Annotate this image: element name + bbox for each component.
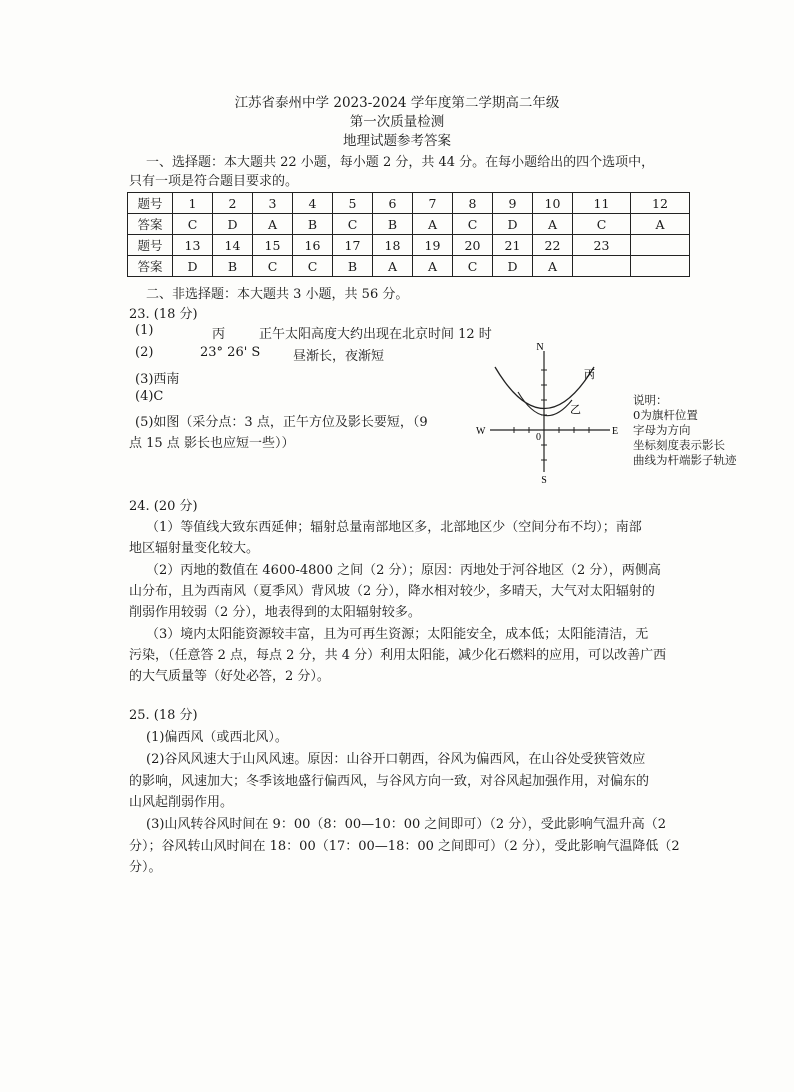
curve-yi bbox=[518, 392, 572, 416]
curve-yi-label: 乙 bbox=[570, 403, 581, 416]
south-label: S bbox=[541, 475, 547, 486]
q23-a4: (4)C bbox=[135, 389, 164, 404]
west-label: W bbox=[476, 426, 486, 437]
row-label-number: 题号 bbox=[128, 235, 173, 256]
legend-line: 字母为方向 bbox=[633, 423, 691, 437]
legend-line: 曲线为杆端影子轨迹 bbox=[633, 453, 737, 467]
origin-label: 0 bbox=[536, 432, 541, 443]
table-cell: D bbox=[173, 256, 213, 277]
table-cell bbox=[631, 256, 690, 277]
table-cell: C bbox=[453, 256, 493, 277]
q23-a2-text: 昼渐长，夜渐短 bbox=[293, 349, 385, 364]
q24-p1-line2: 地区辐射量变化较大。 bbox=[129, 541, 260, 556]
table-row bbox=[128, 256, 690, 277]
table-cell: 4 bbox=[293, 193, 333, 214]
table-row bbox=[128, 214, 690, 235]
table-cell: B bbox=[333, 256, 373, 277]
q24-p2-line3: 削弱作用较弱（2 分），地表得到的太阳辐射较多。 bbox=[129, 605, 421, 620]
q24-p3-line1: （3）境内太阳能资源较丰富，且为可再生资源；太阳能安全，成本低；太阳能清洁，无 bbox=[146, 627, 649, 642]
table-cell: A bbox=[631, 214, 690, 235]
table-cell: C bbox=[453, 214, 493, 235]
q25-a2-line2: 的影响，风速加大；冬季该地盛行偏西风，与谷风方向一致，对谷风起加强作用，对偏东的 bbox=[129, 774, 650, 789]
q25-title: 25. (18 分) bbox=[129, 708, 198, 723]
q23-title: 23. (18 分) bbox=[129, 307, 198, 322]
table-cell: A bbox=[413, 214, 453, 235]
curve-bing-label: 丙 bbox=[584, 368, 595, 381]
east-label: E bbox=[612, 426, 619, 437]
exam-name-title: 第一次质量检测 bbox=[349, 114, 445, 130]
table-cell: 2 bbox=[213, 193, 253, 214]
table-row bbox=[128, 235, 690, 256]
legend-line: 0为旗杆位置 bbox=[633, 408, 698, 422]
table-cell: 23 bbox=[573, 235, 631, 256]
table-cell: C bbox=[293, 256, 333, 277]
legend-line: 说明： bbox=[633, 393, 668, 407]
table-cell: B bbox=[293, 214, 333, 235]
table-cell: 9 bbox=[493, 193, 533, 214]
q23-a1-num: (1) bbox=[135, 323, 154, 338]
q23-a1-answer: 丙 bbox=[212, 327, 226, 342]
q25-a3-line3: 分）。 bbox=[129, 860, 162, 875]
table-cell bbox=[631, 235, 690, 256]
q24-title: 24. (20 分) bbox=[129, 499, 198, 514]
q23-a3: (3)西南 bbox=[135, 372, 180, 387]
table-cell: 18 bbox=[373, 235, 413, 256]
table-cell: 22 bbox=[533, 235, 573, 256]
table-cell: A bbox=[373, 256, 413, 277]
table-cell: C bbox=[173, 214, 213, 235]
exam-school-title: 江苏省泰州中学 2023-2024 学年度第二学期高二年级 bbox=[234, 95, 560, 111]
q25-a3-line2: 分）；谷风转山风时间在 18：00（17：00—18：00 之间即可）（2 分），受此影响气温降低（2 bbox=[129, 839, 680, 854]
q23-a5-line1: (5)如图（采分点：3 点，正午方位及影长要短，（9 bbox=[135, 415, 428, 430]
table-cell: 15 bbox=[253, 235, 293, 256]
q24-p3-line2: 污染，（任意答 2 点，每点 2 分，共 4 分）利用太阳能，减少化石燃料的应用，可以改善广西 bbox=[129, 648, 667, 663]
diagram-legend bbox=[633, 393, 737, 468]
q24-p2-line2: 山分布，且为西南风（夏季风）背风坡（2 分），降水相对较少，多晴天，大气对太阳辐射的 bbox=[129, 584, 655, 599]
q25-a2-line3: 山风起削弱作用。 bbox=[129, 795, 234, 810]
table-cell: 19 bbox=[413, 235, 453, 256]
row-label-answer: 答案 bbox=[128, 214, 173, 235]
table-cell: 20 bbox=[453, 235, 493, 256]
q23-a2-num: (2) bbox=[135, 345, 154, 360]
q25-a2-line1: (2)谷风风速大于山风风速。原因：山谷开口朝西，谷风为偏西风，在山谷处受狭管效应 bbox=[146, 752, 646, 767]
table-cell: 5 bbox=[333, 193, 373, 214]
table-cell: D bbox=[493, 214, 533, 235]
table-cell: 11 bbox=[573, 193, 631, 214]
table-cell: D bbox=[213, 214, 253, 235]
q23-a1-text: 正午太阳高度大约出现在北京时间 12 时 bbox=[259, 327, 492, 342]
table-cell: A bbox=[533, 214, 573, 235]
table-cell: 16 bbox=[293, 235, 333, 256]
q23-a5-line2: 点 15 点 影长也应短一些）） bbox=[129, 436, 295, 451]
table-cell: C bbox=[573, 214, 631, 235]
q25-a1: (1)偏西风（或西北风）。 bbox=[146, 730, 288, 745]
table-cell: 6 bbox=[373, 193, 413, 214]
table-cell: 10 bbox=[533, 193, 573, 214]
table-cell bbox=[573, 256, 631, 277]
table-cell: 21 bbox=[493, 235, 533, 256]
section2-intro: 二、非选择题：本大题共 3 小题，共 56 分。 bbox=[146, 287, 409, 302]
table-cell: 12 bbox=[631, 193, 690, 214]
table-cell: 17 bbox=[333, 235, 373, 256]
row-label-number: 题号 bbox=[128, 193, 173, 214]
table-cell: C bbox=[333, 214, 373, 235]
answer-key-title: 地理试题参考答案 bbox=[343, 133, 451, 149]
q25-a3-line1: (3)山风转谷风时间在 9：00（8：00—10：00 之间即可）（2 分），受此影响气温升高（2 bbox=[146, 817, 667, 832]
table-cell: 1 bbox=[173, 193, 213, 214]
table-cell: 3 bbox=[253, 193, 293, 214]
table-cell: A bbox=[253, 214, 293, 235]
table-cell: A bbox=[413, 256, 453, 277]
table-cell: 8 bbox=[453, 193, 493, 214]
answer-table bbox=[127, 192, 690, 277]
table-row bbox=[128, 193, 690, 214]
table-cell: A bbox=[533, 256, 573, 277]
table-cell: B bbox=[373, 214, 413, 235]
legend-line: 坐标刻度表示影长 bbox=[633, 438, 725, 452]
table-cell: 7 bbox=[413, 193, 453, 214]
section1-intro-line1: 一、选择题：本大题共 22 小题，每小题 2 分，共 44 分。在每小题给出的四个选项中， bbox=[146, 155, 655, 170]
q24-p2-line1: （2）丙地的数值在 4600-4800 之间（2 分）；原因：丙地处于河谷地区（2 分），两侧高 bbox=[146, 563, 661, 578]
q24-p1-line1: （1）等值线大致东西延伸；辐射总量南部地区多，北部地区少（空间分布不均）；南部 bbox=[146, 520, 642, 535]
table-cell: 13 bbox=[173, 235, 213, 256]
north-label: N bbox=[536, 342, 544, 353]
section1-intro-line2: 只有一项是符合题目要求的。 bbox=[129, 174, 299, 189]
table-cell: B bbox=[213, 256, 253, 277]
row-label-answer: 答案 bbox=[128, 256, 173, 277]
q24-p3-line3: 的大气质量等（好处必答，2 分）。 bbox=[129, 669, 330, 684]
table-cell: 14 bbox=[213, 235, 253, 256]
table-cell: D bbox=[493, 256, 533, 277]
table-cell: C bbox=[253, 256, 293, 277]
q23-a2-answer: 23° 26' S bbox=[200, 345, 261, 360]
